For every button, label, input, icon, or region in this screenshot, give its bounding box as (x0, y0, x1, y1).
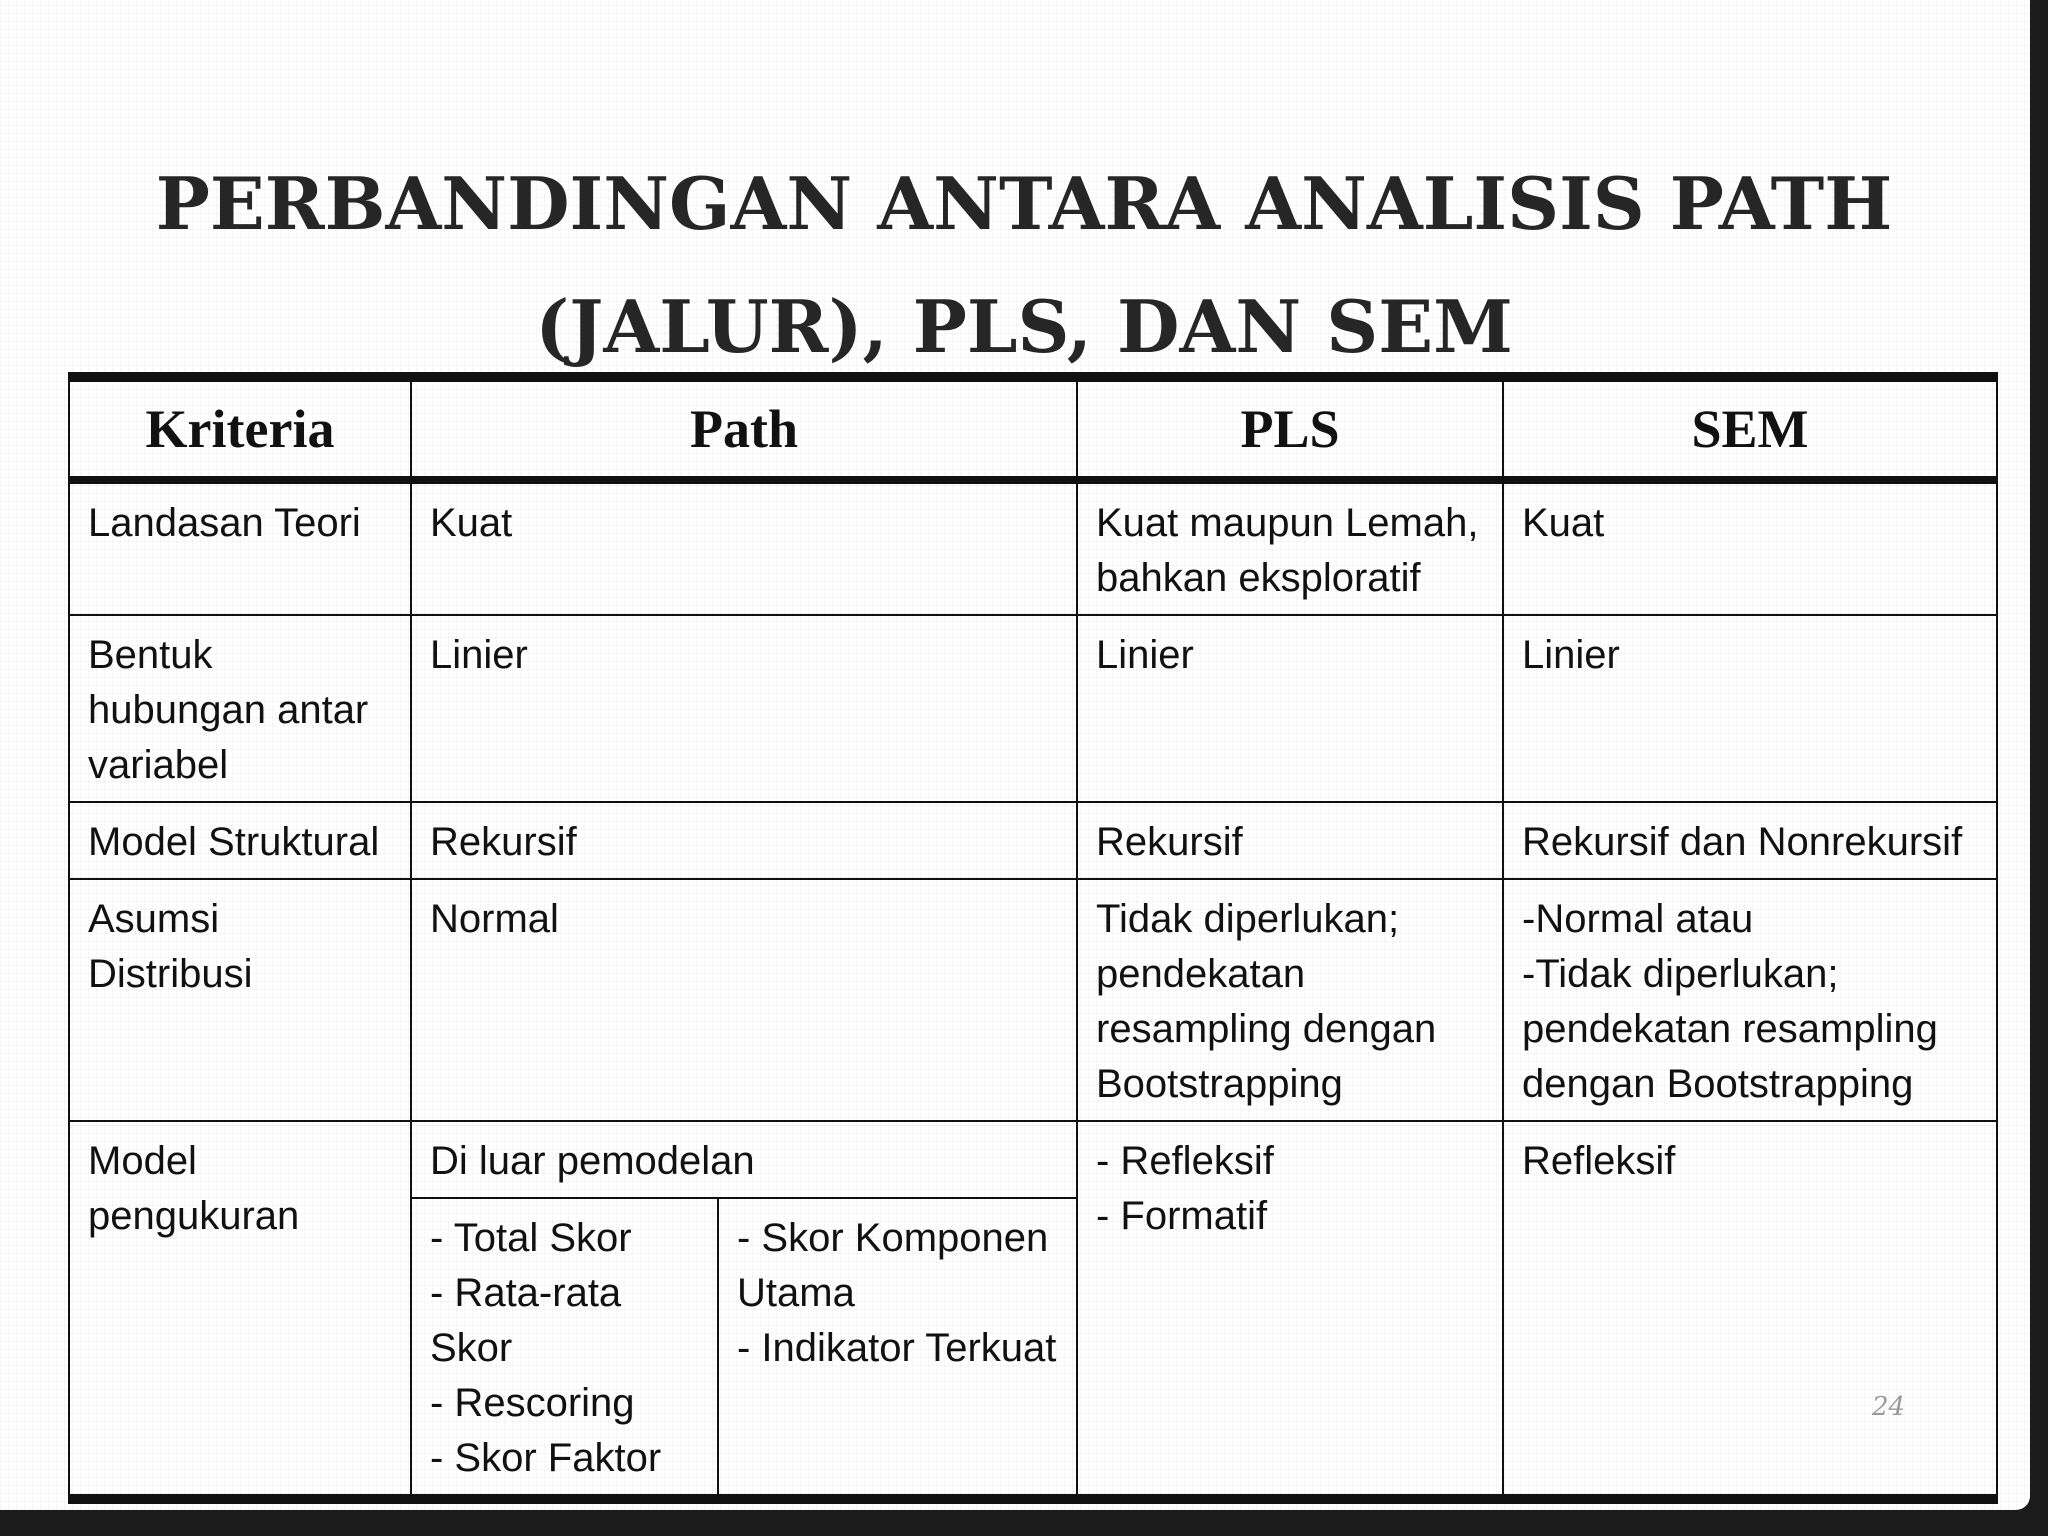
table-row (69, 615, 1997, 802)
cell-kriteria: Asumsi Distribusi (69, 879, 411, 1121)
header-sem: SEM (1503, 377, 1997, 480)
table-row (69, 879, 1997, 1121)
header-kriteria: Kriteria (69, 377, 411, 480)
cell-pls: Linier (1077, 615, 1503, 802)
table-row (69, 802, 1997, 879)
cell-path-sub-left: - Total Skor - Rata-rata Skor - Rescoring - Skor Faktor (411, 1198, 718, 1499)
header-pls: PLS (1077, 377, 1503, 480)
cell-path: Kuat (411, 480, 1077, 615)
cell-path-sub-right: - Skor Komponen Utama - Indikator Terkuat (718, 1198, 1077, 1499)
comparison-table (68, 372, 1998, 1504)
cell-sem: Rekursif dan Nonrekursif (1503, 802, 1997, 879)
cell-sem: Linier (1503, 615, 1997, 802)
cell-pls: - Refleksif - Formatif (1077, 1121, 1503, 1499)
title-line-1: PERBANDINGAN ANTARA ANALISIS PATH (155, 161, 1893, 246)
cell-pls: Rekursif (1077, 802, 1503, 879)
table-row (69, 1121, 1997, 1198)
slide-title (0, 142, 2030, 388)
cell-sem: Kuat (1503, 480, 1997, 615)
cell-path: Di luar pemodelan (411, 1121, 1077, 1198)
cell-pls: Kuat maupun Lemah, bahkan eksploratif (1077, 480, 1503, 615)
title-line-2: (JALUR), PLS, DAN SEM (535, 284, 1513, 369)
header-row (69, 377, 1997, 480)
header-path: Path (411, 377, 1077, 480)
page-number: 24 (1872, 1392, 1906, 1422)
cell-sem: Refleksif (1503, 1121, 1997, 1499)
cell-sem: -Normal atau -Tidak diperlukan; pendekatan resampling dengan Bootstrapping (1503, 879, 1997, 1121)
cell-pls: Tidak diperlukan; pendekatan resampling dengan Bootstrapping (1077, 879, 1503, 1121)
cell-kriteria: Bentuk hubungan antar variabel (69, 615, 411, 802)
cell-kriteria: Model Struktural (69, 802, 411, 879)
cell-path: Normal (411, 879, 1077, 1121)
table-row (69, 480, 1997, 615)
cell-kriteria: Landasan Teori (69, 480, 411, 615)
cell-kriteria: Model pengukuran (69, 1121, 411, 1499)
cell-path: Rekursif (411, 802, 1077, 879)
cell-path: Linier (411, 615, 1077, 802)
